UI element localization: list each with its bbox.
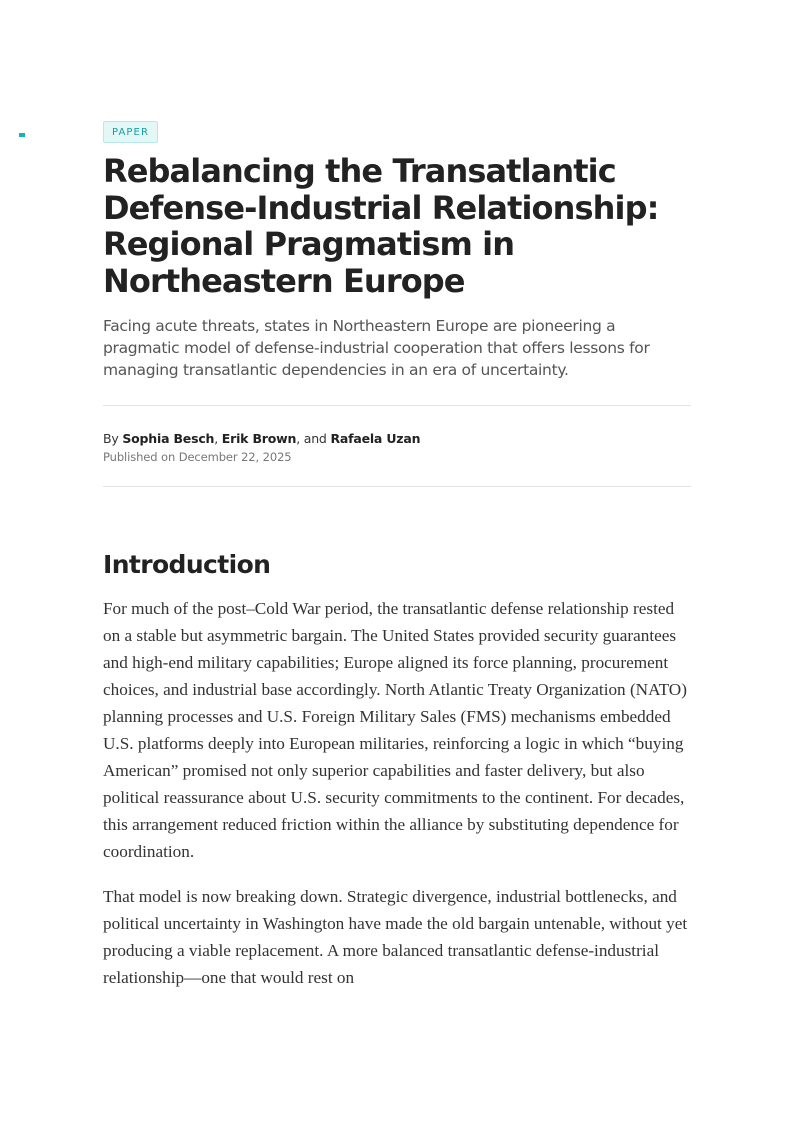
byline-separator: , <box>214 431 219 446</box>
body-paragraph: That model is now breaking down. Strategic divergence, industrial bottlenecks, and political uncertainty in Washington have made the old bargain untenable, without yet producing a viable replacement. A more balanced transatlantic defense-industrial relationship—one that would rest on <box>103 887 688 987</box>
byline-prefix: By <box>103 431 119 446</box>
article-subtitle: Facing acute threats, states in Northeastern Europe are pioneering a pragmatic model of defense-industrial cooperation that offers lessons for managing transatlantic dependencies in an era of uncertainty. <box>103 317 650 379</box>
divider-bottom <box>103 486 691 487</box>
accent-marker <box>19 133 25 137</box>
byline-separator: , and <box>296 431 327 446</box>
section-heading: Introduction <box>103 550 271 579</box>
publish-date: Published on December 22, 2025 <box>103 450 292 464</box>
divider-top <box>103 405 691 406</box>
author-link-3[interactable]: Rafaela Uzan <box>330 431 421 446</box>
author-link-1[interactable]: Sophia Besch <box>122 431 215 446</box>
page-title: Rebalancing the Transatlantic Defense-Industrial Relationship: Regional Pragmatism in Northeastern Europe <box>103 152 659 300</box>
body-paragraph: For much of the post–Cold War period, the transatlantic defense relationship rested on a stable but asymmetric bargain. The United States provided security guarantees and high-end military capabilities; Europe aligned its force planning, procurement choices, and industrial base accordingly. North Atlantic Treaty Organization (NATO) planning processes and U.S. Foreign Military Sales (FMS) mechanisms embedded U.S. platforms deeply into European militaries, reinforcing a logic in which “buying American” promised not only superior capabilities and faster delivery, but also political reassurance about U.S. security commitments to the continent. For decades, this arrangement reduced friction within the alliance by substituting dependence for coordination. <box>103 599 687 861</box>
content-type-badge[interactable]: PAPER <box>103 121 158 143</box>
author-link-2[interactable]: Erik Brown <box>221 431 297 446</box>
article <box>103 120 691 991</box>
byline <box>103 430 691 448</box>
